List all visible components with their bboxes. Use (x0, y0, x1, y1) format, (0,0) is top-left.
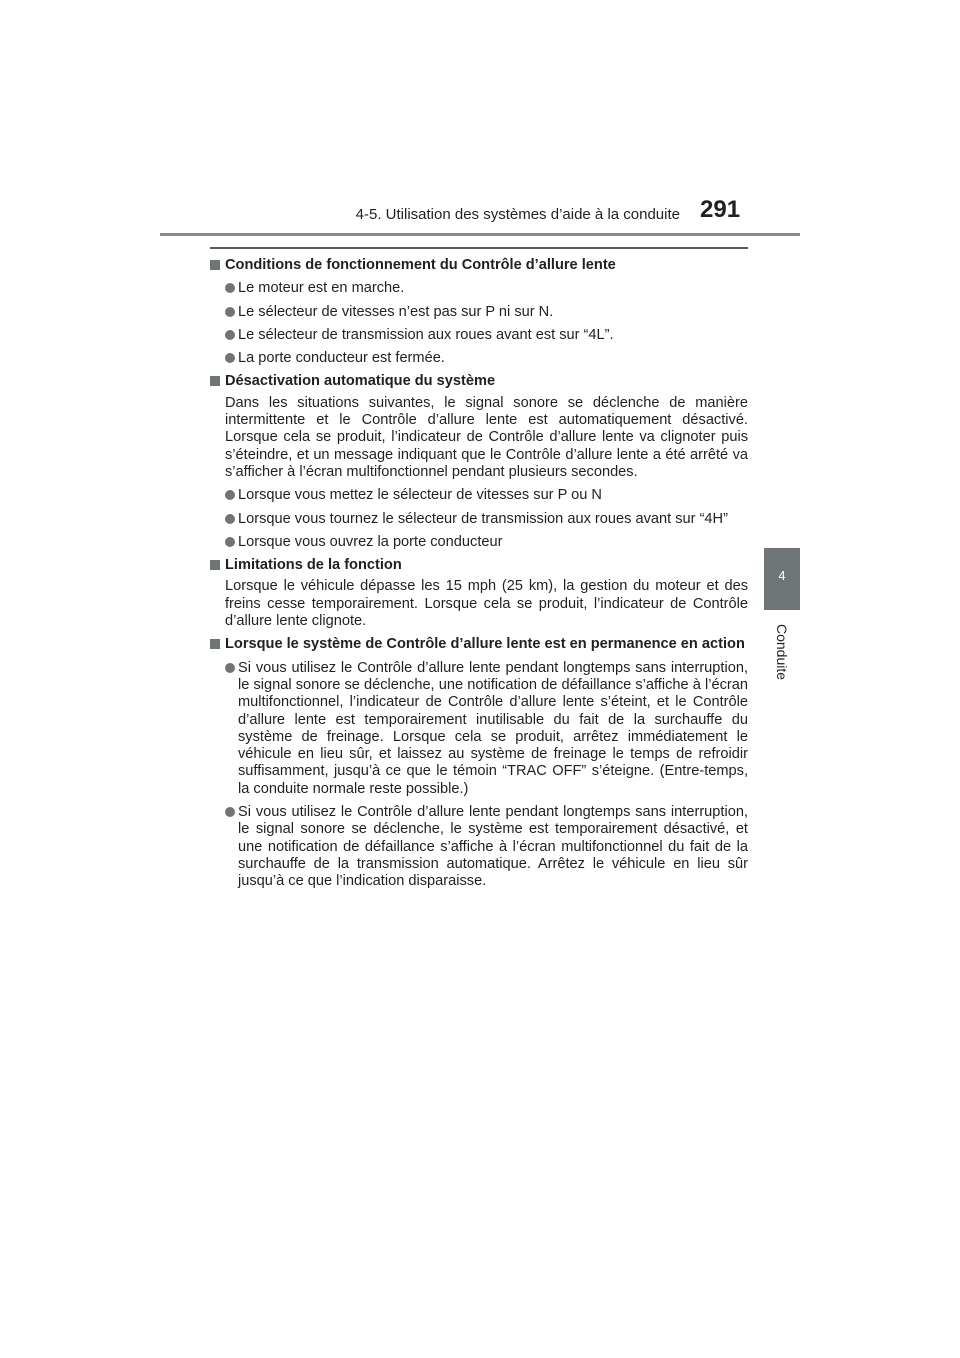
list-item (210, 660, 748, 798)
section-heading (210, 557, 748, 574)
list-item-text: Lorsque vous ouvrez la porte conducteur (238, 533, 503, 550)
section-heading (210, 257, 748, 274)
list-item-text: Lorsque vous mettez le sélecteur de vitesses sur P ou N (238, 487, 602, 504)
section-heading-text: Conditions de fonctionnement du Contrôle d’allure lente (225, 257, 616, 273)
round-bullet-icon (225, 353, 235, 363)
chapter-tab (764, 548, 800, 610)
round-bullet-icon (225, 807, 235, 817)
list-item-text: Le sélecteur de vitesses n’est pas sur P ni sur N. (238, 303, 554, 320)
list-item (210, 534, 748, 551)
list-item (210, 304, 748, 321)
chapter-title: 4-5. Utilisation des systèmes d’aide à la conduite (355, 206, 680, 223)
round-bullet-icon (225, 514, 235, 524)
chapter-tab-number: 4 (778, 568, 786, 583)
header-divider (160, 233, 800, 236)
square-bullet-icon (210, 260, 220, 270)
section-heading (210, 373, 748, 390)
list-item-text: Si vous utilisez le Contrôle d’allure lente pendant longtemps sans interruption, le signal sonore se déclenche, une notification de défaillance s’affiche à l’écran multifonctionnel, l’indicateur de Contrôle d’allure lente s’éteint, et le Contrôle d’allure lente est temporairement inutilisable du fait de la surchauffe du système de freinage. Lorsque cela se produit, arrêtez immédiatement le véhicule en lieu sûr, et laissez au système de freinage le temps de refroidir suffisamment, jusqu’à ce que le témoin “TRAC OFF” s’éteigne. (Entre-temps, la conduite normale reste possible.) (238, 659, 748, 797)
list-item-text: Si vous utilisez le Contrôle d’allure lente pendant longtemps sans interruption, le signal sonore se déclenche, le système est temporairement désactivé, et une notification de défaillance s’affiche à l’écran multifonctionnel du fait de la surchauffe de la transmission automatique. Arrêtez le véhicule en lieu sûr jusqu’à ce que l’indication disparaisse. (238, 804, 748, 890)
list-item (210, 487, 748, 504)
round-bullet-icon (225, 663, 235, 673)
section-paragraph: Lorsque le véhicule dépasse les 15 mph (25 km), la gestion du moteur et des freins cesse temporairement. Lorsque cela se produit, l’indicateur de Contrôle d’allure lente clignote. (225, 578, 748, 630)
list-item-text: La porte conducteur est fermée. (238, 350, 445, 367)
section-heading-text: Lorsque le système de Contrôle d’allure lente est en permanence en action (225, 636, 745, 653)
list-item-text: Le moteur est en marche. (238, 280, 405, 297)
section-paragraph: Dans les situations suivantes, le signal sonore se déclenche de manière intermittente et le Contrôle d’allure lente est automatiquement désactivé. Lorsque cela se produit, l’indicateur de Contrôle d’allure lente va clignoter puis s’éteindre, et un message indiquant que le Contrôle d’allure lente a été arrêté va s’afficher à l’écran multifonctionnel pendant plusieurs secondes. (225, 394, 748, 480)
section-heading (210, 636, 748, 653)
list-item (210, 350, 748, 367)
section-divider (210, 247, 748, 249)
list-item-text: Le sélecteur de transmission aux roues avant est sur “4L”. (238, 326, 614, 343)
section-heading-text: Limitations de la fonction (225, 557, 402, 574)
section-heading-text: Désactivation automatique du système (225, 373, 496, 390)
round-bullet-icon (225, 490, 235, 500)
page-content (210, 257, 748, 891)
round-bullet-icon (225, 307, 235, 317)
square-bullet-icon (210, 639, 220, 649)
list-item (210, 511, 748, 528)
round-bullet-icon (225, 330, 235, 340)
list-item-text: Lorsque vous tournez le sélecteur de transmission aux roues avant sur “4H” (238, 510, 728, 527)
round-bullet-icon (225, 537, 235, 547)
page-number: 291 (700, 196, 741, 223)
square-bullet-icon (210, 560, 220, 570)
list-item (210, 280, 748, 297)
chapter-side-label: Conduite (774, 623, 790, 681)
round-bullet-icon (225, 283, 235, 293)
chapter-side-label-box (760, 620, 804, 684)
list-item (210, 327, 748, 344)
square-bullet-icon (210, 376, 220, 386)
list-item (210, 804, 748, 890)
